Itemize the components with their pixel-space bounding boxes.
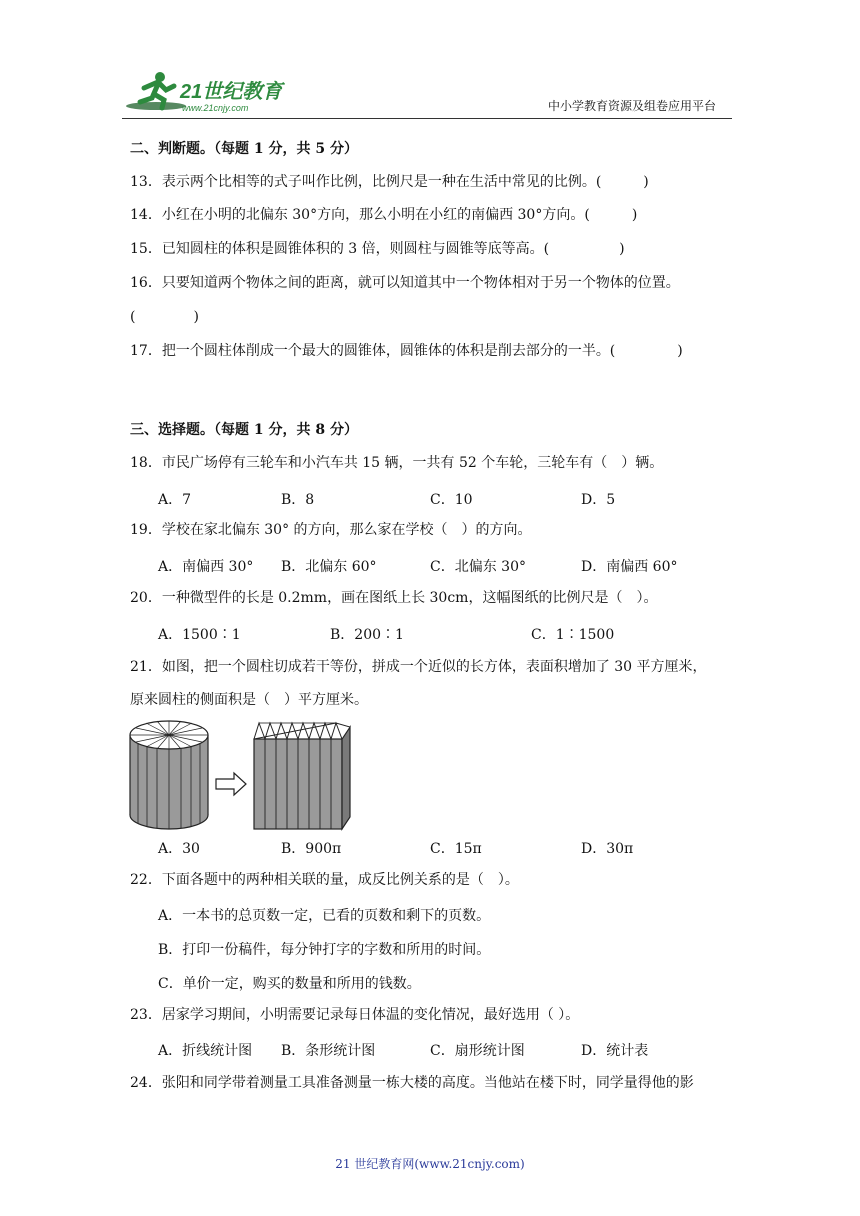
q21-option-b: B．900π (281, 841, 342, 857)
q18-option-c: C．10 (430, 492, 473, 508)
platform-name: 中小学教育资源及组卷应用平台 (548, 99, 717, 113)
q22-option-c: C．单价一定，购买的数量和所用的钱数。 (158, 976, 421, 992)
q21-option-a: A．30 (158, 841, 200, 857)
q18-option-b: B．8 (281, 492, 315, 508)
cylinder-to-cuboid-figure (128, 717, 358, 832)
q23-option-d: D．统计表 (581, 1043, 649, 1059)
q21-option-d: D．30π (581, 841, 634, 857)
q20-option-a: A．1500∶1 (158, 627, 241, 643)
question-21-cont: 原来圆柱的侧面积是（ ）平方厘米。 (130, 692, 368, 708)
q19-option-c: C．北偏东 30° (430, 559, 526, 575)
question-24: 24．张阳和同学带着测量工具准备测量一栋大楼的高度。当他站在楼下时，同学量得他的影 (130, 1075, 694, 1091)
question-23: 23．居家学习期间，小明需要记录每日体温的变化情况，最好选用（ ）。 (130, 1007, 580, 1023)
cuboid-shape (254, 723, 350, 829)
header-rule (122, 118, 732, 119)
q23-option-a: A．折线统计图 (158, 1043, 253, 1059)
question-14: 14．小红在小明的北偏东 30°方向，那么小明在小红的南偏西 30°方向。( ) (130, 207, 638, 223)
q22-option-b: B．打印一份稿件，每分钟打字的字数和所用的时间。 (158, 942, 491, 958)
cylinder-shape (130, 721, 208, 829)
q23-option-b: B．条形统计图 (281, 1043, 376, 1059)
question-16-answer: ( ) (130, 309, 199, 325)
question-13: 13．表示两个比相等的式子叫作比例，比例尺是一种在生活中常见的比例。( ) (130, 174, 649, 190)
q18-option-a: A．7 (158, 492, 192, 508)
section-3-title: 三、选择题。（每题 1 分，共 8 分） (130, 422, 358, 438)
q20-option-c: C．1∶1500 (531, 627, 615, 643)
q22-option-a: A．一本书的总页数一定，已看的页数和剩下的页数。 (158, 908, 491, 924)
question-16: 16．只要知道两个物体之间的距离，就可以知道其中一个物体相对于另一个物体的位置。 (130, 275, 680, 291)
section-2-title: 二、判断题。（每题 1 分，共 5 分） (130, 141, 358, 157)
svg-text:21世纪教育: 21世纪教育 (180, 81, 283, 103)
q21-option-c: C．15π (430, 841, 482, 857)
q19-option-d: D．南偏西 60° (581, 559, 678, 575)
question-21: 21．如图，把一个圆柱切成若干等份，拼成一个近似的长方体，表面积增加了 30 平方厘米， (130, 659, 707, 675)
question-18: 18．市民广场停有三轮车和小汽车共 15 辆，一共有 52 个车轮，三轮车有（ ）辆。 (130, 455, 664, 471)
q19-option-b: B．北偏东 60° (281, 559, 377, 575)
q18-option-d: D．5 (581, 492, 616, 508)
question-19: 19．学校在家北偏东 30° 的方向，那么家在学校（ ）的方向。 (130, 522, 532, 538)
q19-option-a: A．南偏西 30° (158, 559, 254, 575)
question-15: 15．已知圆柱的体积是圆锥体积的 3 倍，则圆柱与圆锥等底等高。( ) (130, 241, 625, 257)
footer-source: 21 世纪教育网(www.21cnjy.com) (335, 1157, 525, 1171)
question-20: 20．一种微型件的长是 0.2mm，画在图纸上长 30cm，这幅图纸的比例尺是（ ）。 (130, 590, 658, 606)
site-logo (122, 68, 292, 116)
question-22: 22．下面各题中的两种相关联的量，成反比例关系的是（ ）。 (130, 872, 519, 888)
q20-option-b: B．200∶1 (330, 627, 404, 643)
arrow-right-icon (216, 773, 246, 795)
question-17: 17．把一个圆柱体削成一个最大的圆锥体，圆锥体的体积是削去部分的一半。( ) (130, 343, 683, 359)
q23-option-c: C．扇形统计图 (430, 1043, 525, 1059)
svg-text:www.21cnjy.com: www.21cnjy.com (182, 103, 249, 113)
